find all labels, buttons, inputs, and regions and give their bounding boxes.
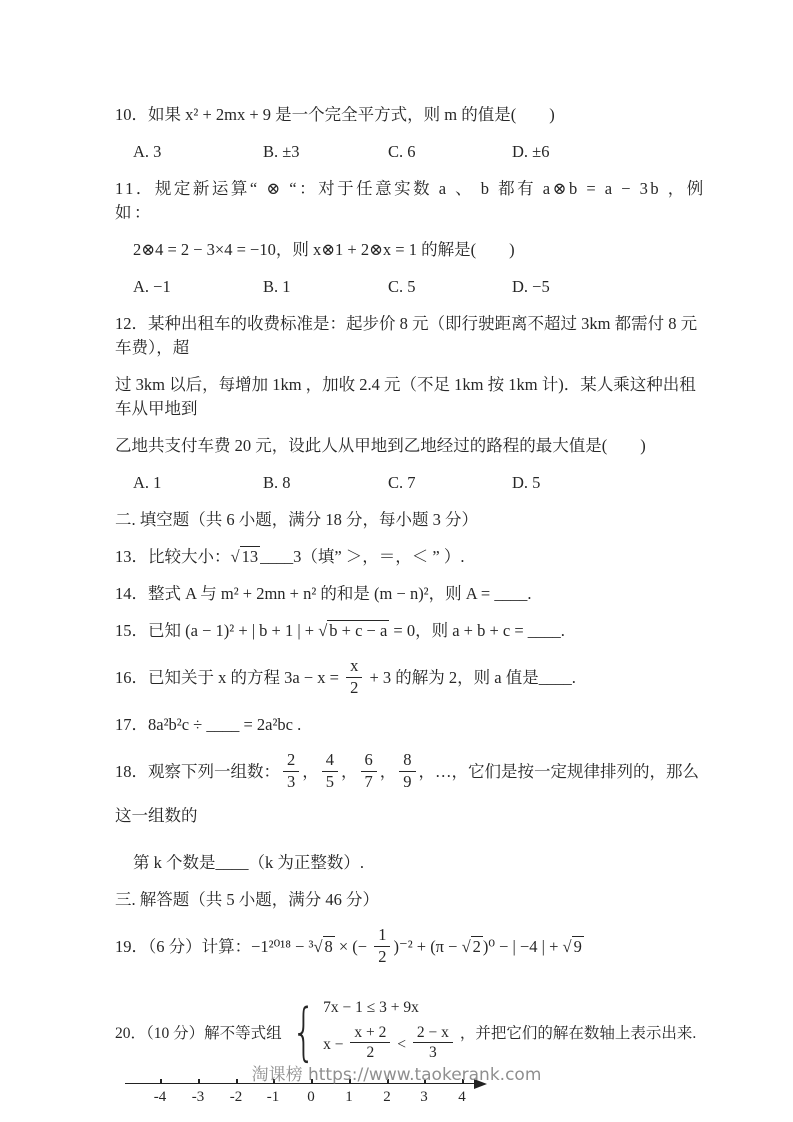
radicand: 13 xyxy=(241,547,259,566)
question-15-post: = 0，则 a + b + c = ____. xyxy=(389,621,565,640)
question-10-options xyxy=(133,140,708,164)
fraction xyxy=(361,751,377,792)
fraction xyxy=(413,1024,453,1063)
fraction-numerator: 2 − x xyxy=(413,1024,453,1044)
question-16-post: + 3 的解为 2，则 a 值是____. xyxy=(365,668,576,687)
question-17-line: 17．8a²b²c ÷ ____ = 2a²bc . xyxy=(115,715,302,734)
fraction-numerator: 6 xyxy=(361,751,377,772)
question-15-line xyxy=(115,619,708,643)
separator: ， xyxy=(341,762,358,781)
question-15-pre: 15．已知 (a − 1)² + | b + 1 | + √ xyxy=(115,621,328,640)
radicand: 2 xyxy=(472,937,481,956)
fraction xyxy=(399,751,415,792)
option-d: D. −5 xyxy=(512,277,550,296)
question-18-post: ，…，它们是按一定规律排列的，那么这一组数的 xyxy=(115,762,699,825)
site-watermark: 淘课榜 https://www.taokerank.com xyxy=(251,1065,542,1085)
question-20-line xyxy=(115,994,708,1068)
question-13-line xyxy=(115,545,708,569)
fraction-numerator: x xyxy=(346,657,362,678)
option-d: D. 5 xyxy=(512,473,541,492)
fraction xyxy=(322,751,338,792)
section-heading-fill-in: 二. 填空题（共 6 小题，满分 18 分，每小题 3 分） xyxy=(115,510,478,529)
tick-label: 2 xyxy=(383,1089,391,1106)
tick-label: -4 xyxy=(153,1089,167,1106)
question-19-mid-3: )⁰ − | −4 | + √ xyxy=(482,937,572,956)
tick-label: 3 xyxy=(420,1089,428,1106)
tick-label: 0 xyxy=(307,1089,315,1106)
question-19-mid-1: × (− xyxy=(334,937,372,956)
fraction xyxy=(374,926,390,967)
question-11-options xyxy=(133,275,708,299)
question-19-mid-2: )⁻² + (π − √ xyxy=(393,937,471,956)
less-than-sign: < xyxy=(393,1035,410,1053)
question-10-line: 10．如果 x² + 2mx + 9 是一个完全平方式，则 m 的值是( ) xyxy=(115,105,555,124)
question-18-line-2: 第 k 个数是____（k 为正整数）. xyxy=(133,853,364,872)
fraction-numerator: 1 xyxy=(374,926,390,947)
fraction xyxy=(283,751,299,792)
tick-label: -1 xyxy=(266,1089,280,1106)
separator: ， xyxy=(302,762,319,781)
question-13-post: ____3（填” ＞，＝，＜ ” ）. xyxy=(260,547,465,566)
inequality-2 xyxy=(323,1023,456,1065)
inequality-1: 7x − 1 ≤ 3 + 9x xyxy=(323,999,419,1016)
question-20-pre: 20．（10 分）解不等式组 xyxy=(115,1024,282,1042)
option-c: C. 7 xyxy=(388,473,416,492)
separator: ， xyxy=(379,762,397,781)
radicand: b + c − a xyxy=(329,621,388,640)
fraction-denominator: 5 xyxy=(325,771,334,791)
option-b: B. 8 xyxy=(263,473,291,492)
question-18-pre: 18．观察下列一组数： xyxy=(115,762,280,781)
fraction-denominator: 2 xyxy=(378,946,387,966)
fraction-numerator: 2 xyxy=(283,751,299,772)
tick-label: 1 xyxy=(345,1089,353,1106)
question-16-pre: 16．已知关于 x 的方程 3a − x = xyxy=(115,668,344,687)
radicand: 8 xyxy=(324,937,333,956)
question-19-line xyxy=(115,925,708,969)
option-c: C. 6 xyxy=(388,142,416,161)
question-13-pre: 13．比较大小：√ xyxy=(115,547,240,566)
fraction-denominator: 3 xyxy=(428,1044,437,1062)
option-a: A. 1 xyxy=(133,473,162,492)
option-b: B. ±3 xyxy=(263,142,300,161)
question-18-line-1 xyxy=(115,750,708,838)
option-b: B. 1 xyxy=(263,277,291,296)
fraction-denominator: 9 xyxy=(403,771,412,791)
question-12-line-1: 12．某种出租车的收费标准是：起步价 8 元（即行驶距离不超过 3km 都需付 8 元车费），超 xyxy=(115,314,698,357)
fraction-denominator: 7 xyxy=(364,771,373,791)
system-brace: { xyxy=(291,994,316,1068)
option-d: D. ±6 xyxy=(512,142,550,161)
question-16-line xyxy=(115,656,708,700)
fraction-denominator: 2 xyxy=(350,677,359,697)
question-12-options xyxy=(133,471,708,495)
option-a: A. 3 xyxy=(133,142,162,161)
question-12-line-2: 过 3km 以后，每增加 1km ，加收 2.4 元（不足 1km 按 1km 计)．某人乘这种出租车从甲地到 xyxy=(115,375,696,418)
option-a: A. −1 xyxy=(133,277,171,296)
question-14-line: 14．整式 A 与 m² + 2mn + n² 的和是 (m − n)²，则 A = ____. xyxy=(115,584,532,603)
fraction xyxy=(350,1024,390,1063)
fraction-numerator: 8 xyxy=(399,751,415,772)
inequality-system xyxy=(323,999,456,1064)
inequality-2-pre: x − xyxy=(323,1035,348,1053)
fraction-denominator: 2 xyxy=(366,1044,375,1062)
tick-label: -2 xyxy=(229,1089,243,1106)
question-12-line-3: 乙地共支付车费 20 元，设此人从甲地到乙地经过的路程的最大值是( ) xyxy=(115,436,646,455)
fraction xyxy=(346,657,362,698)
section-heading-answer: 三. 解答题（共 5 小题，满分 46 分） xyxy=(115,890,379,909)
tick-label: 4 xyxy=(458,1089,466,1106)
radicand: 9 xyxy=(573,937,582,956)
fraction-numerator: x + 2 xyxy=(350,1024,390,1044)
question-19-pre: 19．（6 分）计算：−1²⁰¹⁸ − ³√ xyxy=(115,937,323,956)
question-11-line-1: 11．规定新运算“ ⊗ “：对于任意实数 a 、 b 都有 a⊗b = a − 3b ，例如： xyxy=(115,179,706,222)
question-20-post: ，并把它们的解在数轴上表示出来. xyxy=(459,1024,697,1042)
question-11-line-2: 2⊗4 = 2 − 3×4 = −10，则 x⊗1 + 2⊗x = 1 的解是( ) xyxy=(133,240,515,259)
tick-label: -3 xyxy=(191,1089,205,1106)
fraction-numerator: 4 xyxy=(322,751,338,772)
option-c: C. 5 xyxy=(388,277,416,296)
fraction-denominator: 3 xyxy=(287,771,296,791)
